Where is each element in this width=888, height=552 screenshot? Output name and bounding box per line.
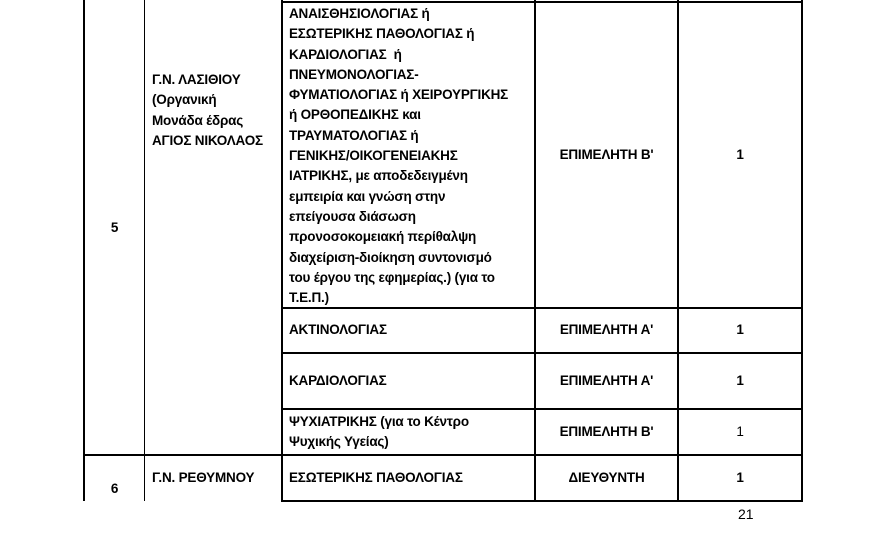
hospital-line: Γ.Ν. ΛΑΣΙΘΙΟΥ bbox=[152, 72, 241, 87]
specialty-line: ΚΑΡΔΙΟΛΟΓΙΑΣ ή bbox=[289, 46, 402, 62]
specialty-line: ΓΕΝΙΚΗΣ/ΟΙΚΟΓΕΝΕΙΑΚΗΣ bbox=[289, 148, 458, 164]
rank-cell: ΕΠΙΜΕΛΗΤΗ Α' bbox=[559, 322, 654, 338]
count-cell: 1 bbox=[736, 423, 744, 439]
specialty-line: ΤΡΑΥΜΑΤΟΛΟΓΙΑΣ ή bbox=[289, 127, 419, 143]
specialty-line: ΙΑΤΡΙΚΗΣ, με αποδεδειγμένη bbox=[289, 168, 468, 184]
rank-cell: ΕΠΙΜΕΛΗΤΗ Β' bbox=[559, 146, 654, 162]
specialty-line: εμπειρία και γνώση στην bbox=[289, 188, 446, 204]
count-cell: 1 bbox=[736, 469, 744, 485]
rank-cell: ΔΙΕΥΘΥΝΤΗ bbox=[568, 469, 645, 485]
page-number: 21 bbox=[738, 506, 754, 522]
specialty-cell: ΑΚΤΙΝΟΛΟΓΙΑΣ bbox=[289, 322, 387, 338]
specialty-line: Ψυχικής Υγείας) bbox=[289, 434, 389, 450]
rank-cell: ΕΠΙΜΕΛΗΤΗ Α' bbox=[559, 372, 654, 388]
border-col1 bbox=[144, 0, 145, 501]
row-line-bottom bbox=[281, 500, 803, 502]
border-col2 bbox=[281, 0, 283, 501]
row-index: 5 bbox=[110, 220, 119, 236]
specialty-line: του έργου της εφημερίας.) (για το bbox=[289, 269, 495, 285]
count-cell: 1 bbox=[736, 322, 744, 338]
hospital-line: ΑΓΙΟΣ ΝΙΚΟΛΑΟΣ bbox=[152, 132, 263, 148]
specialty-line: ΠΝΕΥΜΟΝΟΛΟΓΙΑΣ- bbox=[289, 66, 419, 82]
hospital-line: Μονάδα έδρας bbox=[152, 112, 244, 128]
specialty-cell bbox=[289, 4, 534, 308]
specialty-line: ΕΣΩΤΕΡΙΚΗΣ ΠΑΘΟΛΟΓΙΑΣ ή bbox=[289, 26, 475, 42]
border-right bbox=[801, 0, 803, 501]
row-index: 6 bbox=[110, 480, 119, 496]
specialty-line: ΦΥΜΑΤΙΟΛΟΓΙΑΣ ή ΧΕΙΡΟΥΡΓΙΚΗΣ bbox=[289, 87, 509, 103]
specialty-cell: ΚΑΡΔΙΟΛΟΓΙΑΣ bbox=[289, 372, 387, 388]
hospital-line: (Οργανική bbox=[152, 92, 217, 108]
specialty-line: ή ΟΡΘΟΠΕΔΙΚΗΣ και bbox=[289, 107, 421, 123]
hospital-name: Γ.Ν. ΡΕΘΥΜΝΟΥ bbox=[152, 469, 255, 485]
specialty-line: προνοσοκομειακή περίθαλψη bbox=[289, 229, 477, 245]
rank-cell: ΕΠΙΜΕΛΗΤΗ Β' bbox=[559, 423, 654, 439]
specialty-line: διαχείριση-διοίκηση συντονισμό bbox=[289, 249, 492, 265]
specialty-cell: ΕΣΩΤΕΡΙΚΗΣ ΠΑΘΟΛΟΓΙΑΣ bbox=[289, 469, 463, 485]
specialty-line: ΑΝΑΙΣΘΗΣΙΟΛΟΓΙΑΣ ή bbox=[289, 6, 430, 21]
specialty-line: ΨΥΧΙΑΤΡΙΚΗΣ (για το Κέντρο bbox=[289, 414, 469, 429]
specialty-line: Τ.Ε.Π.) bbox=[289, 290, 329, 306]
specialty-cell bbox=[289, 412, 534, 453]
count-cell: 1 bbox=[736, 372, 744, 388]
specialty-line: επείγουσα διάσωση bbox=[289, 208, 416, 224]
hospital-name bbox=[152, 70, 280, 151]
count-cell: 1 bbox=[736, 146, 744, 162]
